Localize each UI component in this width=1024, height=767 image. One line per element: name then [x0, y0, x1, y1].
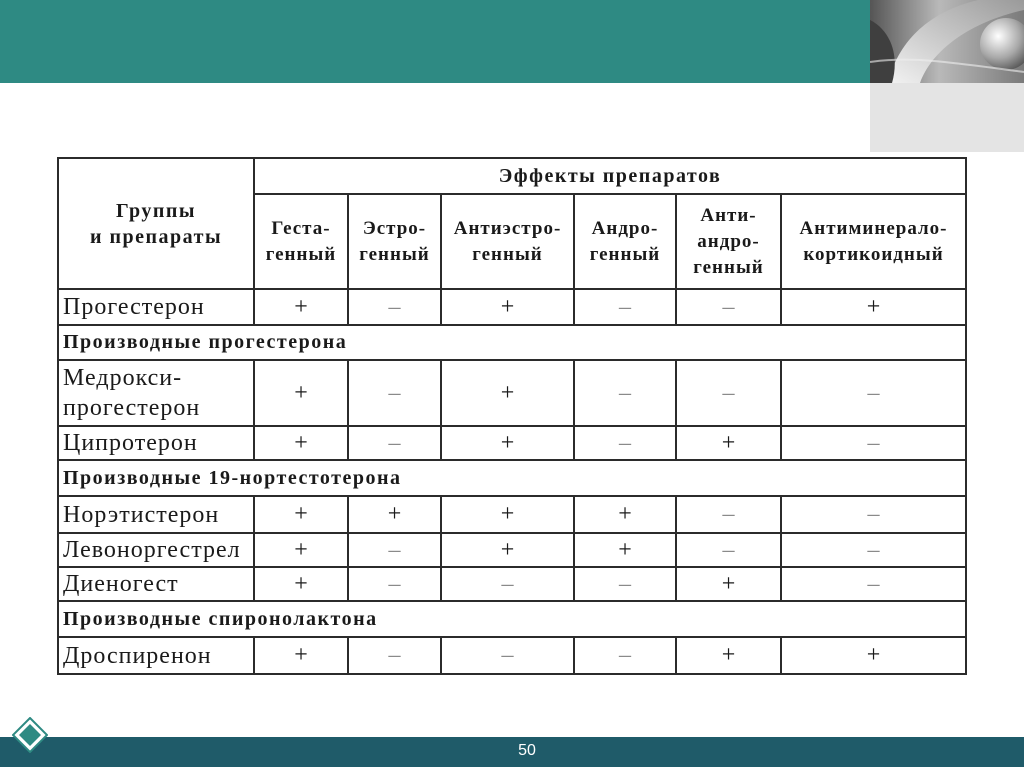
table-row — [58, 637, 966, 674]
column-header-estrogenic — [348, 194, 441, 289]
effect-cell: + — [254, 533, 348, 567]
drug-name: Левоноргестрел — [63, 537, 241, 563]
column-header-line: Антиминерало- — [799, 217, 948, 239]
column-header-line: генный — [472, 243, 543, 265]
drug-name: Норэтистерон — [63, 501, 220, 528]
effect-cell: + — [676, 637, 781, 674]
effect-cell: – — [574, 289, 676, 325]
effect-cell: + — [781, 289, 966, 325]
column-header-line: генный — [589, 243, 661, 265]
effect-cell: – — [441, 637, 574, 674]
effect-cell: + — [441, 496, 574, 533]
column-header-antiandrogenic — [676, 194, 781, 289]
drug-name: Прогестерон — [63, 294, 205, 320]
groups-header-cell — [58, 158, 254, 289]
effect-cell: + — [441, 360, 574, 426]
groups-header-line: и препараты — [89, 225, 223, 248]
groups-header-line: Группы — [116, 199, 196, 222]
group-row — [58, 460, 966, 496]
table-row — [58, 567, 966, 601]
column-header-line: генный — [265, 243, 337, 265]
side-panel — [870, 83, 1024, 152]
group-row — [58, 601, 966, 637]
column-header-line: андро- — [697, 230, 760, 252]
drug-name: Дроспиренон — [63, 642, 212, 669]
effect-cell: + — [254, 496, 348, 533]
column-header-line: Андро- — [591, 217, 659, 239]
column-header-line: Антиэстро- — [453, 217, 562, 239]
effect-cell: + — [254, 360, 348, 426]
column-header-line: генный — [359, 243, 430, 265]
column-header-antimineralocorticoid — [781, 194, 966, 289]
page-number: 50 — [518, 742, 536, 759]
effect-cell: – — [348, 637, 441, 674]
column-header-antiestrogenic — [441, 194, 574, 289]
drug-name: Медрокси- — [63, 365, 183, 391]
effect-cell: + — [441, 289, 574, 325]
table-row — [58, 426, 966, 460]
effect-cell: – — [348, 533, 441, 567]
effect-cell: + — [676, 426, 781, 460]
table-row — [58, 496, 966, 533]
drug-name: прогестерон — [63, 395, 201, 421]
effect-cell: + — [254, 426, 348, 460]
drug-name-cell — [58, 533, 254, 567]
drug-name-cell — [58, 567, 254, 601]
footer-bar — [0, 737, 1024, 767]
effect-cell: – — [781, 496, 966, 533]
diamond-icon — [12, 717, 48, 753]
effect-cell: – — [348, 426, 441, 460]
header-bar — [0, 0, 870, 83]
effect-cell: – — [676, 289, 781, 325]
drug-name-cell — [58, 360, 254, 426]
effect-cell: – — [574, 426, 676, 460]
column-header-gestagenic — [254, 194, 348, 289]
metallic-header-image — [870, 0, 1024, 83]
drug-effects-table — [57, 157, 967, 675]
column-header-line: Эстро- — [362, 217, 427, 239]
group-label: Производные спиронолактона — [58, 601, 966, 637]
effect-cell: + — [441, 426, 574, 460]
effect-cell: – — [574, 360, 676, 426]
effect-cell: – — [781, 426, 966, 460]
column-header-line: Анти- — [700, 204, 757, 226]
effect-cell: – — [574, 637, 676, 674]
effect-cell: – — [781, 360, 966, 426]
effect-cell: – — [781, 533, 966, 567]
effect-cell: – — [441, 567, 574, 601]
column-header-line: Геста- — [271, 217, 331, 239]
drug-name-cell — [58, 496, 254, 533]
table-row — [58, 289, 966, 325]
effect-cell: – — [348, 289, 441, 325]
effect-cell: + — [574, 533, 676, 567]
effect-cell: – — [781, 567, 966, 601]
drug-name: Диеногест — [63, 571, 179, 597]
effect-cell: + — [441, 533, 574, 567]
group-row — [58, 325, 966, 360]
effect-cell: – — [348, 567, 441, 601]
effect-cell: + — [781, 637, 966, 674]
drug-name-cell — [58, 289, 254, 325]
effects-header-cell: Эффекты препаратов — [254, 158, 966, 194]
table-row — [58, 533, 966, 567]
column-header-line: генный — [693, 256, 764, 278]
group-label: Производные 19-нортестотерона — [58, 460, 966, 496]
effect-cell: + — [676, 567, 781, 601]
effect-cell: – — [676, 533, 781, 567]
effect-cell: – — [348, 360, 441, 426]
effect-cell: – — [574, 567, 676, 601]
header-row-top — [58, 158, 966, 194]
effect-cell: – — [676, 360, 781, 426]
effect-cell: – — [676, 496, 781, 533]
group-label: Производные прогестерона — [58, 325, 966, 360]
effect-cell: + — [254, 637, 348, 674]
effect-cell: + — [254, 567, 348, 601]
effect-cell: + — [348, 496, 441, 533]
table-row — [58, 360, 966, 426]
drug-name-cell — [58, 637, 254, 674]
effect-cell: + — [574, 496, 676, 533]
effect-cell: + — [254, 289, 348, 325]
column-header-androgenic — [574, 194, 676, 289]
drug-name: Ципротерон — [63, 430, 198, 456]
drug-name-cell — [58, 426, 254, 460]
column-header-line: кортикоидный — [803, 243, 944, 265]
